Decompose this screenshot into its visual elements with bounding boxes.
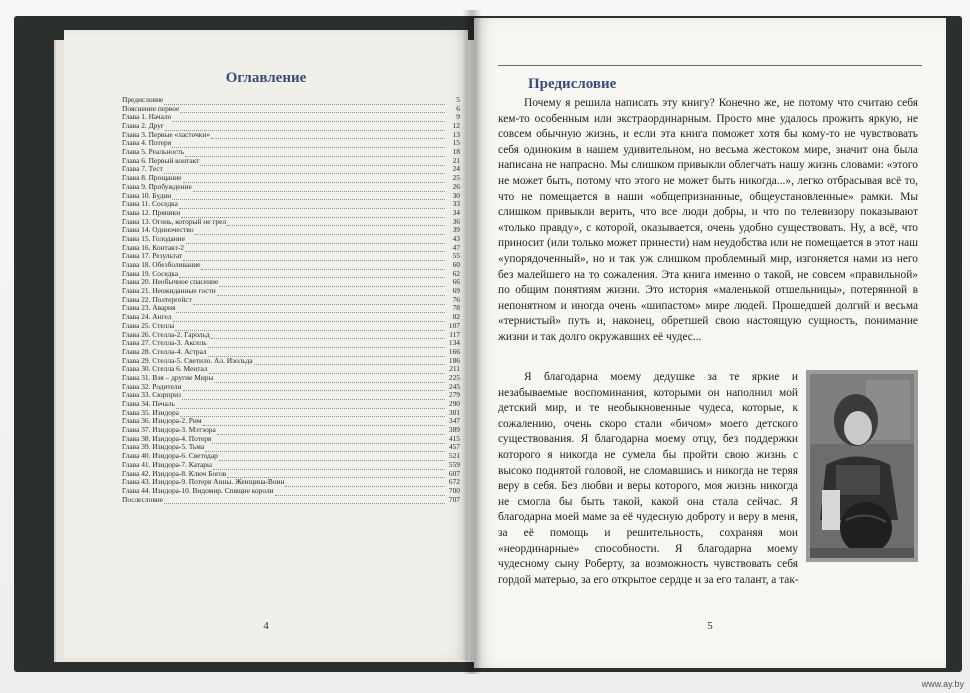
toc-leader-dots — [209, 367, 445, 374]
toc-entry-page: 69 — [452, 286, 460, 296]
toc-leader-dots — [203, 419, 445, 426]
right-page-number: 5 — [707, 620, 713, 632]
toc-leader-dots — [179, 271, 445, 278]
toc-leader-dots — [208, 341, 445, 348]
toc-entry-page: 700 — [448, 485, 460, 495]
toc-entry-page: 15 — [452, 138, 460, 148]
toc-entry-title: Глава 16. Контакт-2 — [122, 242, 184, 252]
toc-entry-page: 607 — [448, 468, 460, 478]
toc-entry — [122, 487, 460, 496]
toc-entry-title: Глава 39. Изидора-5. Тьма — [122, 442, 205, 452]
toc-entry-title: Глава 11. Соседка — [122, 199, 178, 209]
toc-entry-page: 457 — [448, 442, 460, 452]
toc-leader-dots — [193, 185, 445, 192]
toc-leader-dots — [227, 219, 445, 226]
toc-entry-title: Глава 18. Обезболивание — [122, 260, 201, 270]
toc-entry-title: Глава 8. Прощание — [122, 173, 182, 183]
toc-entry-page: 18 — [452, 147, 460, 157]
toc-entry-title: Глава 17. Результат — [122, 251, 183, 261]
toc-entry-title: Глава 5. Реальность — [122, 147, 185, 157]
toc-leader-dots — [183, 254, 445, 261]
toc-entry-title: Глава 4. Потеря — [122, 138, 172, 148]
toc-leader-dots — [173, 315, 446, 322]
toc-leader-dots — [211, 332, 445, 339]
toc-leader-dots — [180, 106, 445, 113]
toc-entry-page: 166 — [448, 346, 460, 356]
toc-entry-title: Глава 24. Ангел — [122, 312, 172, 322]
toc-entry-title: Глава 36. Изидора-2. Рим — [122, 416, 202, 426]
toc-entry-page: 47 — [452, 242, 460, 252]
toc-leader-dots — [164, 497, 445, 504]
toc-entry — [122, 105, 460, 114]
toc-leader-dots — [200, 159, 445, 166]
toc-entry-title: Глава 1. Начало — [122, 112, 172, 122]
toc-entry-title: Глава 13. Огонь, который не грел — [122, 216, 227, 226]
toc-entry-title: Глава 15. Голодание — [122, 233, 185, 243]
toc-leader-dots — [219, 454, 445, 461]
toc-entry-page: 39 — [452, 225, 460, 235]
toc-leader-dots — [193, 298, 445, 305]
toc-leader-dots — [185, 245, 445, 252]
toc-leader-dots — [180, 410, 445, 417]
toc-entry-page: 78 — [452, 303, 460, 313]
toc-leader-dots — [175, 324, 445, 331]
toc-entry-page: 225 — [448, 372, 460, 382]
toc-leader-dots — [214, 376, 445, 383]
toc-leader-dots — [219, 280, 445, 287]
toc-leader-dots — [217, 428, 445, 435]
watermark: www.ay.by — [921, 679, 964, 689]
toc-entry-page: 707 — [448, 494, 460, 504]
toc-entry-title: Глава 41. Изидора-7. Катары — [122, 459, 212, 469]
toc-entry — [122, 305, 460, 314]
toc-leader-dots — [285, 480, 445, 487]
toc-entry — [122, 496, 460, 505]
toc-entry-page: 30 — [452, 190, 460, 200]
toc-entry-title: Глава 12. Пряники — [122, 207, 181, 217]
toc-entry-title: Глава 22. Полтергейст — [122, 294, 192, 304]
toc-leader-dots — [195, 228, 445, 235]
preface-paragraph-1: Почему я решила написать эту книгу? Конечно же, не потому что считаю себя кем-то особенным или экстраординарным. Просто мне удалось прожить яркую, не совсем обычную жизнь, и если эта книга поможет хотя бы кому-то не чувствовать себя одиноким в нашем удивительном, но весьма жестоком мире, значит она была написана не напрасно. Мы слишком привыкли облегчать нашу жизнь словами: «этого не может быть, потому что этого не может быть никогда...», легко отбрасывая всё то, что не помещается в наши «общепризнанные, общеустановленные» рамки. Мы слишком привыкли верить, что все люди добры, и что по телевизору показывают «только правду», с которой, оказывается, очень удобно существовать. Ну, а всё, что приносит (или только может принести) нам неудобства или не помещается в этот наш «упорядоченный», но и так уж слишком проблемный мир, изгоняется нами из него без малейшего на то сожаления. Эта книга именно о такой, не совсем «правильной» по общим понятиям жизни. Это история «маленькой отшельницы», потерянной в непонятном и иногда очень «шипастом» мире людей. Прошедшей долгий и весьма «тернистый» путь и, наконец, обретшей свою настоящую сущность, понимание жизни и так долго окружавших её чудес... — [498, 97, 918, 343]
toc-entry-title: Глава 6. Первый контакт — [122, 155, 200, 165]
toc-entry-title: Предисловие — [122, 94, 164, 104]
toc-entry-page: 279 — [448, 390, 460, 400]
toc-entry-page: 415 — [448, 433, 460, 443]
toc-entry-title: Глава 44. Изидора-10. Видомир. Спящие короли — [122, 485, 274, 495]
toc-leader-dots — [212, 437, 445, 444]
toc-entry-title: Глава 35. Изидора — [122, 407, 179, 417]
toc-entry — [122, 113, 460, 122]
toc-entry — [122, 131, 460, 140]
toc-leader-dots — [164, 98, 445, 105]
toc-leader-dots — [211, 132, 445, 139]
toc-entry-page: 43 — [452, 233, 460, 243]
toc-entry-title: Глава 42. Изидора-8. Ключ Богов — [122, 468, 227, 478]
toc-entry-title: Глава 27. Стелла-3. Аксель — [122, 338, 207, 348]
toc-leader-dots — [176, 306, 445, 313]
toc-entry-page: 211 — [449, 364, 460, 374]
header-rule — [498, 65, 922, 66]
toc-entry-title: Глава 2. Друг — [122, 121, 164, 131]
toc-entry-page: 21 — [452, 155, 460, 165]
toc-entry — [122, 157, 460, 166]
toc-leader-dots — [183, 384, 445, 391]
toc-leader-dots — [183, 176, 446, 183]
right-page — [474, 18, 946, 668]
toc-entry-page: 12 — [452, 121, 460, 131]
toc-entry-title: Глава 23. Авария — [122, 303, 176, 313]
toc-entry-title: Глава 30. Стелла 6. Ментал — [122, 364, 208, 374]
toc-entry-title: Глава 43. Изидора-9. Потеря Анны. Женщина-Воин — [122, 477, 285, 487]
toc-entry-page: 186 — [448, 355, 460, 365]
toc-entry-page: 26 — [452, 181, 460, 191]
toc-leader-dots — [185, 150, 445, 157]
toc-entry-page: 82 — [452, 312, 460, 322]
toc-entry-page: 76 — [452, 294, 460, 304]
toc-entry-page: 62 — [452, 268, 460, 278]
toc-entry-page: 521 — [448, 451, 460, 461]
toc-leader-dots — [275, 489, 445, 496]
toc-entry-title: Глава 9. Пробуждение — [122, 181, 192, 191]
toc-leader-dots — [217, 289, 445, 296]
left-page — [64, 30, 468, 660]
toc-entry-title: Глава 25. Стелла — [122, 320, 175, 330]
toc-leader-dots — [172, 193, 445, 200]
toc-entry-page: 33 — [452, 199, 460, 209]
toc-entry-page: 559 — [448, 459, 460, 469]
toc-entry-title: Глава 29. Стелла-5. Светило. Ал. Изольда — [122, 355, 253, 365]
toc-entry-page: 13 — [452, 129, 460, 139]
toc-entry-page: 25 — [452, 173, 460, 183]
toc-entry-page: 672 — [448, 477, 460, 487]
toc-entry-title: Глава 21. Неожиданные гости — [122, 286, 216, 296]
book-spine — [462, 10, 482, 674]
toc-leader-dots — [201, 263, 445, 270]
preface-paragraph-2: Я благодарна моему дедушке за те яркие и незабываемые воспоминания, которыми он наполнил мой детский мир, и те необыкновенные чудеса, которые, к сожалению, очень скоро стали «бичом» моего детского существования. Я благодарна моему отцу, без поддержки которого я никогда не сумела бы пройти свою жизнь с высоко поднятой головой, не сломавшись и никогда не теряя веру в себя. Без любви и веры которого, моя жизнь никогда не смогла бы быть такой, какой она стала сейчас. Я благодарна моей маме за её чудесную доброту и веру в меня, за её помощь и решительность, сохраняя мои «неординарные» способности. Я благодарна моему чудесному сыну Роберту, за возможность чувствовать себя гордой матерью, за его открытое сердце и за его талант, а так- — [498, 371, 799, 586]
toc-leader-dots — [164, 167, 445, 174]
toc-entry-page: 60 — [452, 260, 460, 270]
toc-entry-title: Глава 32. Родители — [122, 381, 182, 391]
toc-leader-dots — [182, 393, 445, 400]
toc-entry-page: 117 — [449, 329, 460, 339]
toc-entry-page: 134 — [448, 338, 460, 348]
left-page-number: 4 — [263, 620, 269, 632]
toc-entry-page: 55 — [452, 251, 460, 261]
toc-entry-title: Глава 28. Стелла-4. Астрал — [122, 346, 207, 356]
toc-leader-dots — [172, 115, 445, 122]
toc-leader-dots — [176, 402, 445, 409]
section-title: Предисловие — [528, 76, 617, 92]
toc-entry-title: Глава 20. Необычное спасение — [122, 277, 219, 287]
toc-entry-title: Послесловие — [122, 494, 164, 504]
toc-entry-page: 5 — [456, 94, 460, 104]
toc-entry-page: 9 — [456, 112, 460, 122]
toc-entry-page: 6 — [456, 103, 460, 113]
toc-entry-page: 107 — [448, 320, 460, 330]
toc-entry-title: Глава 37. Изидора-3. Мэтэора — [122, 425, 216, 435]
toc-entry-page: 66 — [452, 277, 460, 287]
toc-entry-title: Глава 40. Изидора-6. Светодар — [122, 451, 218, 461]
toc-leader-dots — [205, 445, 445, 452]
toc-leader-dots — [186, 237, 445, 244]
toc-leader-dots — [254, 358, 445, 365]
toc-entry-page: 290 — [448, 399, 460, 409]
toc-entry-title: Глава 38. Изидора-4. Потеря — [122, 433, 212, 443]
toc-entry-title: Глава 31. Вэя – другие Миры — [122, 372, 214, 382]
toc-entry-page: 24 — [452, 164, 460, 174]
toc-entry-page: 389 — [448, 425, 460, 435]
toc-entry-title: Глава 14. Одиночество — [122, 225, 194, 235]
toc-leader-dots — [213, 463, 445, 470]
toc-entry-title: Глава 33. Сюрприз — [122, 390, 181, 400]
toc-entry — [122, 183, 460, 192]
toc-entry-title: Глава 10. Будни — [122, 190, 172, 200]
toc-entry-page: 301 — [448, 407, 460, 417]
toc-entry-title: Глава 3. Первые «ласточки» — [122, 129, 211, 139]
toc-entry-page: 347 — [448, 416, 460, 426]
toc-entry-title: Глава 34. Печаль — [122, 399, 175, 409]
toc-entry-page: 245 — [448, 381, 460, 391]
toc-entry-page: 36 — [452, 216, 460, 226]
toc-leader-dots — [172, 141, 445, 148]
toc-entry-title: Глава 7. Тест — [122, 164, 163, 174]
toc-leader-dots — [179, 202, 445, 209]
preface-wrap-block — [498, 370, 918, 588]
toc-title: Оглавление — [225, 70, 307, 86]
toc-entry-page: 34 — [452, 207, 460, 217]
toc-entry-title: Глава 26. Стелла-2. Гарольд — [122, 329, 210, 339]
child-photo — [806, 370, 918, 562]
toc-list — [122, 96, 460, 504]
toc-entry-title: Глава 19. Соседка — [122, 268, 179, 278]
toc-entry-title: Пояснение первое — [122, 103, 180, 113]
